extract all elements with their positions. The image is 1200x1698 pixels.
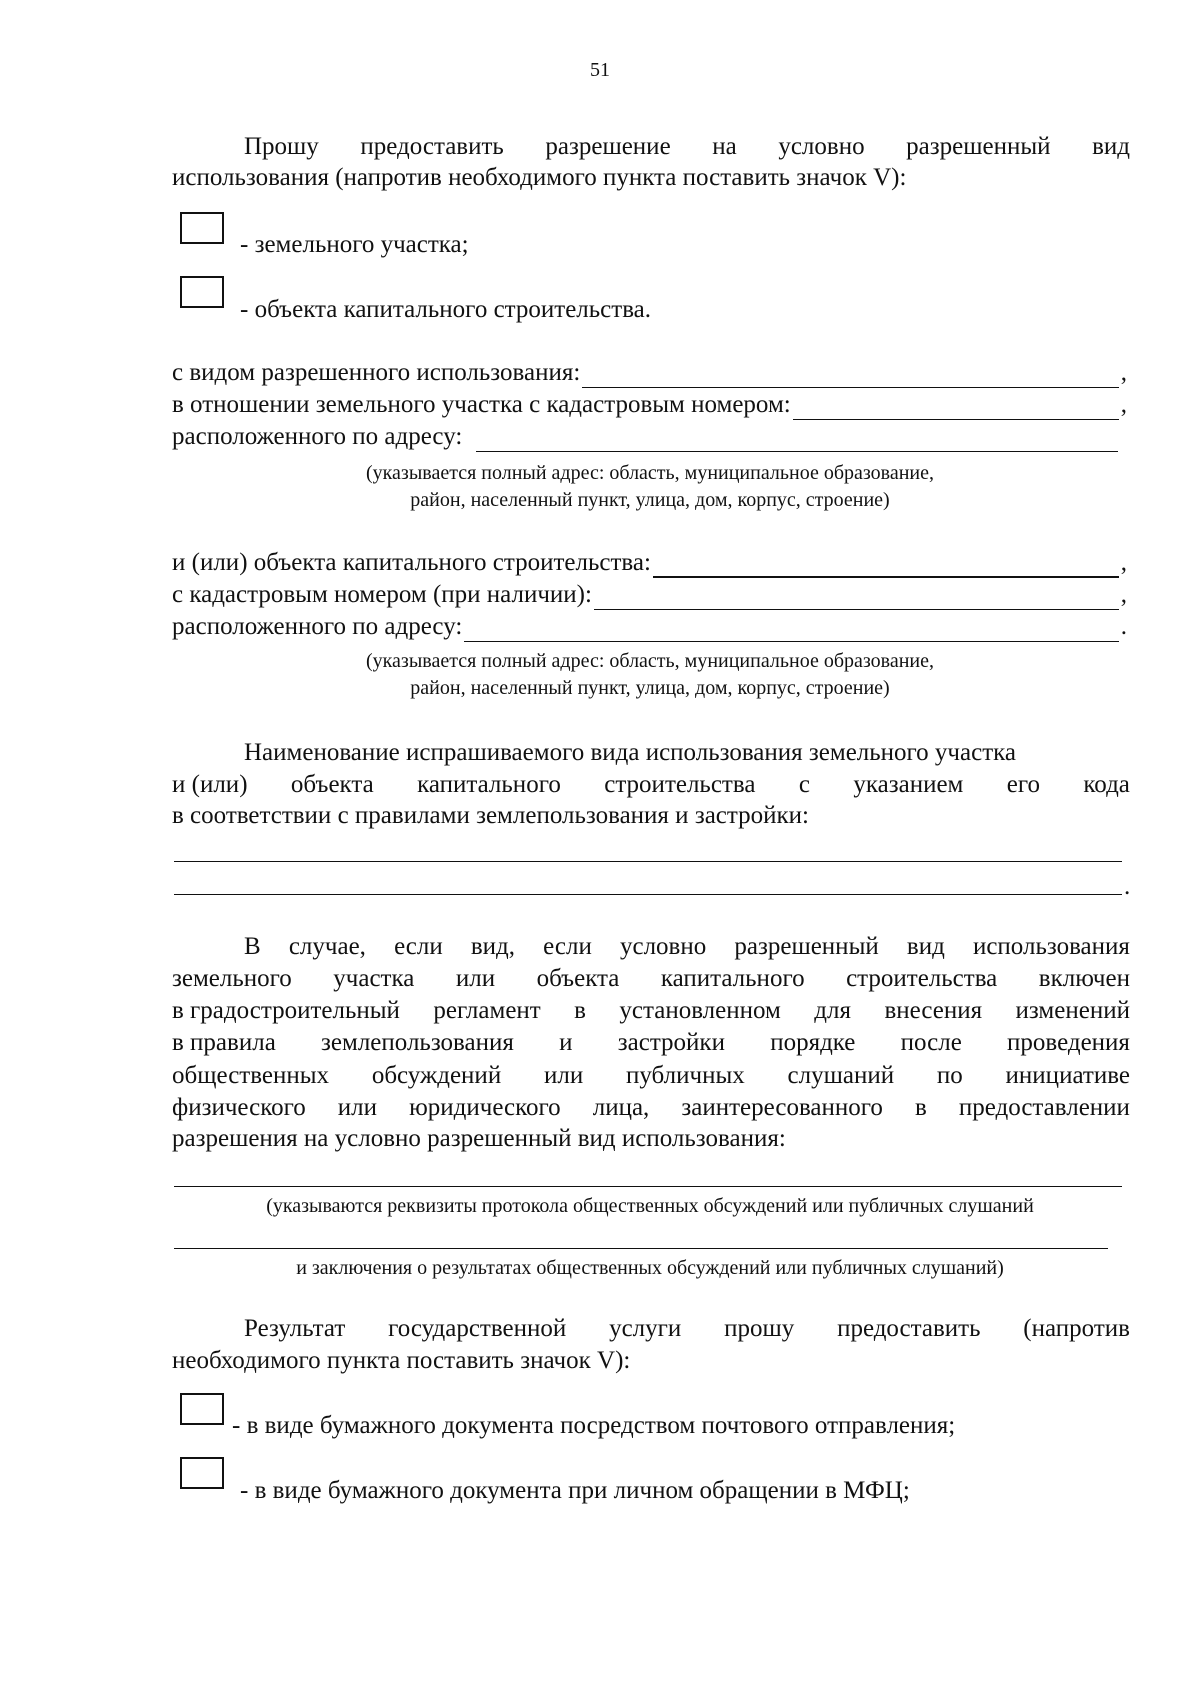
land-cadastral-row (172, 390, 1127, 420)
land-address-label: расположенного по адресу: (172, 423, 463, 450)
justified-word: и (или) (172, 771, 248, 798)
justified-word: включен (1038, 965, 1130, 992)
justified-word: публичных (626, 1062, 745, 1089)
protocol-field[interactable] (174, 1186, 1122, 1187)
intro-line-2: использования (напротив необходимого пункта поставить значок V): (172, 164, 907, 191)
case-line-6 (172, 1093, 1130, 1123)
justified-word: использования (972, 933, 1130, 960)
justified-word: вид, (470, 933, 516, 960)
justified-word: в (914, 1094, 927, 1121)
land-address-hint-1: (указывается полный адрес: область, муниципальное образование, (365, 462, 934, 484)
justified-word: условно (778, 133, 865, 160)
naming-field-2[interactable] (174, 894, 1122, 895)
justified-word: разрешенный (734, 933, 879, 960)
result-line-2: необходимого пункта поставить значок V): (172, 1347, 631, 1374)
capital-address-label: расположенного по адресу: (172, 613, 463, 640)
checkbox-result-mfc[interactable] (180, 1457, 224, 1489)
justified-word: указанием (853, 771, 964, 798)
justified-word: проведения (1007, 1029, 1130, 1056)
checkbox-land-plot-label: - земельного участка; (240, 231, 469, 258)
case-line-2 (172, 964, 1130, 994)
land-address-hint-2: район, населенный пункт, улица, дом, корпус, строение) (410, 489, 890, 511)
justified-word: установленном (619, 997, 781, 1024)
checkbox-capital-object-label: - объекта капитального строительства. (240, 296, 652, 323)
justified-word: предоставить (837, 1315, 981, 1342)
justified-word: или (337, 1094, 378, 1121)
justified-word: если (543, 933, 592, 960)
intro-line-1 (244, 132, 1130, 162)
justified-word: в правила (172, 1029, 276, 1056)
case-line-5 (172, 1061, 1130, 1091)
result-line-1 (244, 1314, 1130, 1344)
capital-cadastral-label: с кадастровым номером (при наличии): (172, 581, 592, 608)
case-line-4 (172, 1028, 1130, 1058)
justified-word: Результат (244, 1315, 346, 1342)
justified-word: (напротив (1023, 1315, 1130, 1342)
justified-word: в градостроительный (172, 997, 400, 1024)
justified-word: участка (333, 965, 415, 992)
land-cadastral-comma: , (1120, 391, 1127, 418)
capital-object-comma: , (1120, 549, 1127, 576)
capital-cadastral-field[interactable] (594, 587, 1119, 610)
justified-word: разрешенный (906, 133, 1051, 160)
justified-word: строительства (846, 965, 998, 992)
land-cadastral-field[interactable] (793, 397, 1119, 420)
justified-word: строительства (604, 771, 756, 798)
justified-word: изменений (1015, 997, 1130, 1024)
justified-word: для (814, 997, 851, 1024)
naming-field-period: . (1124, 873, 1131, 900)
justified-word: после (900, 1029, 962, 1056)
checkbox-result-mfc-label: - в виде бумажного документа при личном обращении в МФЦ; (240, 1477, 910, 1504)
justified-word: порядке (770, 1029, 856, 1056)
justified-word: на (712, 133, 737, 160)
land-usage-row (172, 358, 1127, 388)
checkbox-result-mail-label: - в виде бумажного документа посредством почтового отправления; (232, 1412, 956, 1439)
naming-field-1[interactable] (174, 861, 1122, 862)
naming-line-2 (172, 770, 1130, 800)
justified-word: вид (906, 933, 945, 960)
conclusion-hint: и заключения о результатах общественных обсуждений или публичных слушаний) (296, 1257, 1004, 1279)
justified-word: случае, (288, 933, 366, 960)
checkbox-land-plot[interactable] (180, 212, 224, 244)
capital-object-row (172, 548, 1127, 578)
case-line-7: разрешения на условно разрешенный вид использования: (172, 1125, 786, 1152)
justified-word: государственной (388, 1315, 567, 1342)
justified-word: обсуждений (371, 1062, 502, 1089)
justified-word: общественных (172, 1062, 330, 1089)
checkbox-capital-object[interactable] (180, 276, 224, 308)
case-line-1 (244, 932, 1130, 962)
capital-cadastral-row (172, 580, 1127, 610)
justified-word: объекта (536, 965, 620, 992)
land-usage-label: с видом разрешенного использования: (172, 359, 581, 386)
justified-word: физического (172, 1094, 306, 1121)
justified-word: застройки (617, 1029, 725, 1056)
justified-word: или (543, 1062, 584, 1089)
justified-word: в (574, 997, 586, 1024)
naming-line-1: Наименование испрашиваемого вида использования земельного участка (244, 739, 1016, 766)
justified-word: юридического (409, 1094, 561, 1121)
justified-word: капитального (417, 771, 561, 798)
capital-address-period: . (1120, 613, 1127, 640)
naming-line-3: в соответствии с правилами землепользования и застройки: (172, 802, 809, 829)
page-number: 51 (590, 59, 610, 81)
capital-object-label: и (или) объекта капитального строительства: (172, 549, 651, 576)
justified-word: условно (619, 933, 707, 960)
capital-address-hint-2: район, населенный пункт, улица, дом, корпус, строение) (410, 677, 890, 699)
capital-address-row (172, 612, 1127, 642)
land-usage-comma: , (1120, 359, 1127, 386)
land-cadastral-label: в отношении земельного участка с кадастровым номером: (172, 391, 791, 418)
justified-word: и (559, 1029, 573, 1056)
capital-cadastral-comma: , (1120, 581, 1127, 608)
conclusion-field[interactable] (174, 1248, 1108, 1249)
justified-word: кода (1083, 771, 1130, 798)
justified-word: по (936, 1062, 963, 1089)
justified-word: Прошу (244, 133, 319, 160)
checkbox-result-mail[interactable] (180, 1393, 224, 1425)
justified-word: разрешение (545, 133, 671, 160)
land-address-row (172, 422, 1120, 452)
justified-word: землепользования (321, 1029, 514, 1056)
justified-word: если (394, 933, 443, 960)
justified-word: В (244, 933, 261, 960)
justified-word: предоставлении (958, 1094, 1130, 1121)
land-address-field[interactable] (476, 429, 1118, 452)
case-line-3 (172, 996, 1130, 1026)
protocol-hint: (указываются реквизиты протокола общественных обсуждений или публичных слушаний (266, 1195, 1034, 1217)
justified-word: с (798, 771, 810, 798)
justified-word: внесения (884, 997, 983, 1024)
justified-word: слушаний (787, 1062, 895, 1089)
justified-word: его (1006, 771, 1041, 798)
justified-word: инициативе (1005, 1062, 1130, 1089)
justified-word: лица, (592, 1094, 650, 1121)
land-usage-field[interactable] (582, 365, 1118, 388)
justified-word: предоставить (360, 133, 504, 160)
justified-word: регламент (433, 997, 541, 1024)
justified-word: вид (1092, 133, 1130, 160)
justified-word: капитального (660, 965, 805, 992)
capital-object-field[interactable] (653, 554, 1119, 578)
justified-word: заинтересованного (681, 1094, 883, 1121)
justified-word: или (455, 965, 496, 992)
capital-address-field[interactable] (464, 619, 1118, 642)
justified-word: прошу (724, 1315, 795, 1342)
justified-word: объекта (290, 771, 374, 798)
justified-word: земельного (172, 965, 292, 992)
capital-address-hint-1: (указывается полный адрес: область, муниципальное образование, (365, 650, 934, 672)
justified-word: услуги (609, 1315, 682, 1342)
